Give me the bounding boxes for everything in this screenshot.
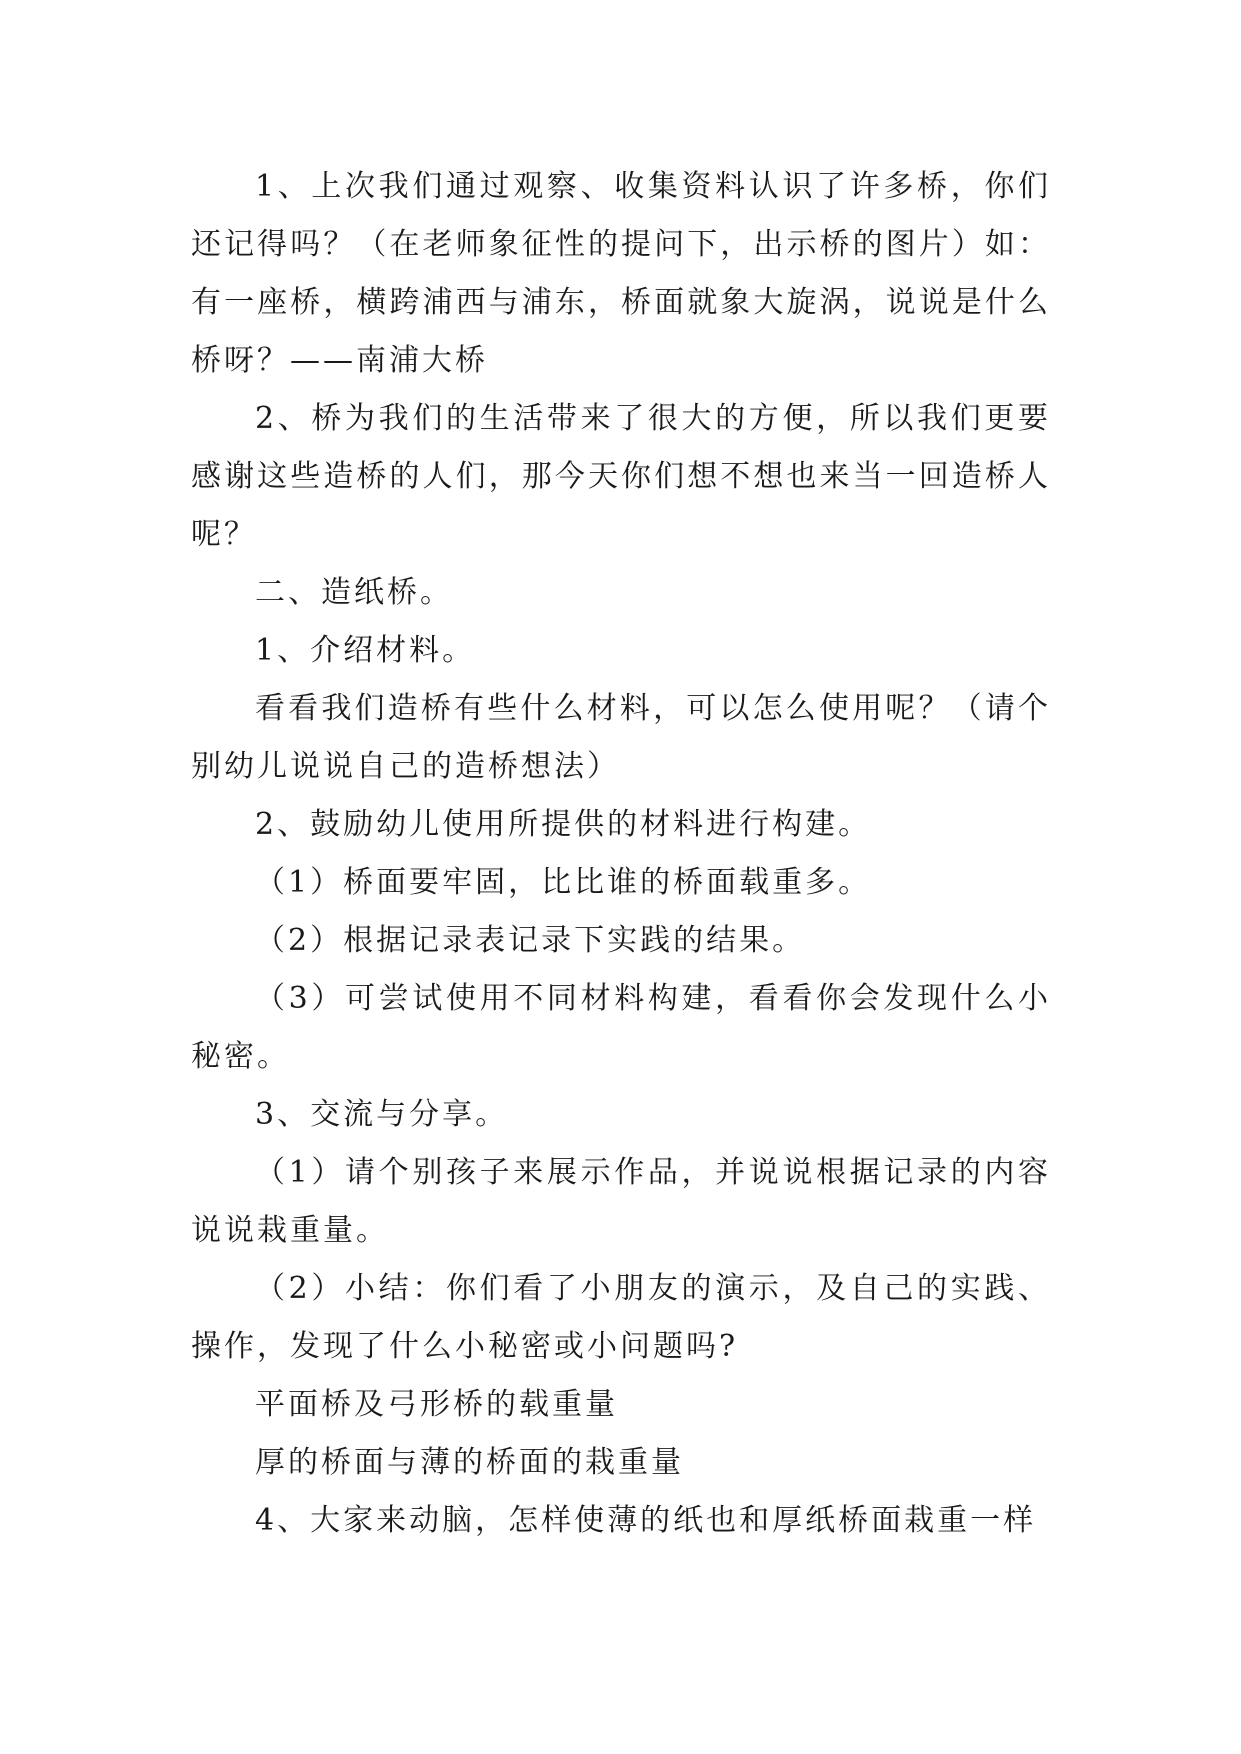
paragraph-materials-question: 看看我们造桥有些什么材料，可以怎么使用呢？（请个别幼儿说说自己的造桥想法） (191, 691, 1051, 784)
paragraph-introduce-materials: 1、介绍材料。 (255, 633, 476, 668)
paragraph-share: 3、交流与分享。 (255, 1097, 509, 1132)
paragraph-share-step-1: （1）请个别孩子来展示作品，并说说根据记录的内容说说栽重量。 (191, 1155, 1051, 1248)
paragraph-flat-arch-load: 平面桥及弓形桥的载重量 (255, 1387, 618, 1422)
paragraph-bridge-builders: 2、桥为我们的生活带来了很大的方便，所以我们更要感谢这些造桥的人们，那今天你们想不想也来当一回造桥人呢？ (191, 401, 1051, 552)
paragraph-encourage-building: 2、鼓励幼儿使用所提供的材料进行构建。 (255, 807, 872, 842)
paragraph-step-1: （1）桥面要牢固，比比谁的桥面载重多。 (255, 865, 872, 900)
paragraph-step-2: （2）根据记录表记录下实践的结果。 (255, 923, 806, 958)
paragraph-thick-thin-load: 厚的桥面与薄的桥面的栽重量 (255, 1445, 684, 1480)
section-heading-paper-bridge: 二、造纸桥。 (255, 575, 453, 610)
paragraph-step-3: （3）可尝试使用不同材料构建，看看你会发现什么小秘密。 (191, 981, 1051, 1074)
paragraph-share-step-2: （2）小结：你们看了小朋友的演示，及自己的实践、操作，发现了什么小秘密或小问题吗? (191, 1271, 1051, 1364)
paragraph-review-bridges: 1、上次我们通过观察、收集资料认识了许多桥，你们还记得吗？（在老师象征性的提问下，出示桥的图片）如：有一座桥，横跨浦西与浦东，桥面就象大旋涡，说说是什么桥呀？——南浦大桥 (191, 169, 1051, 378)
document-body (191, 158, 1051, 1550)
paragraph-brainstorm: 4、大家来动脑，怎样使薄的纸也和厚纸桥面栽重一样 (255, 1503, 1037, 1538)
